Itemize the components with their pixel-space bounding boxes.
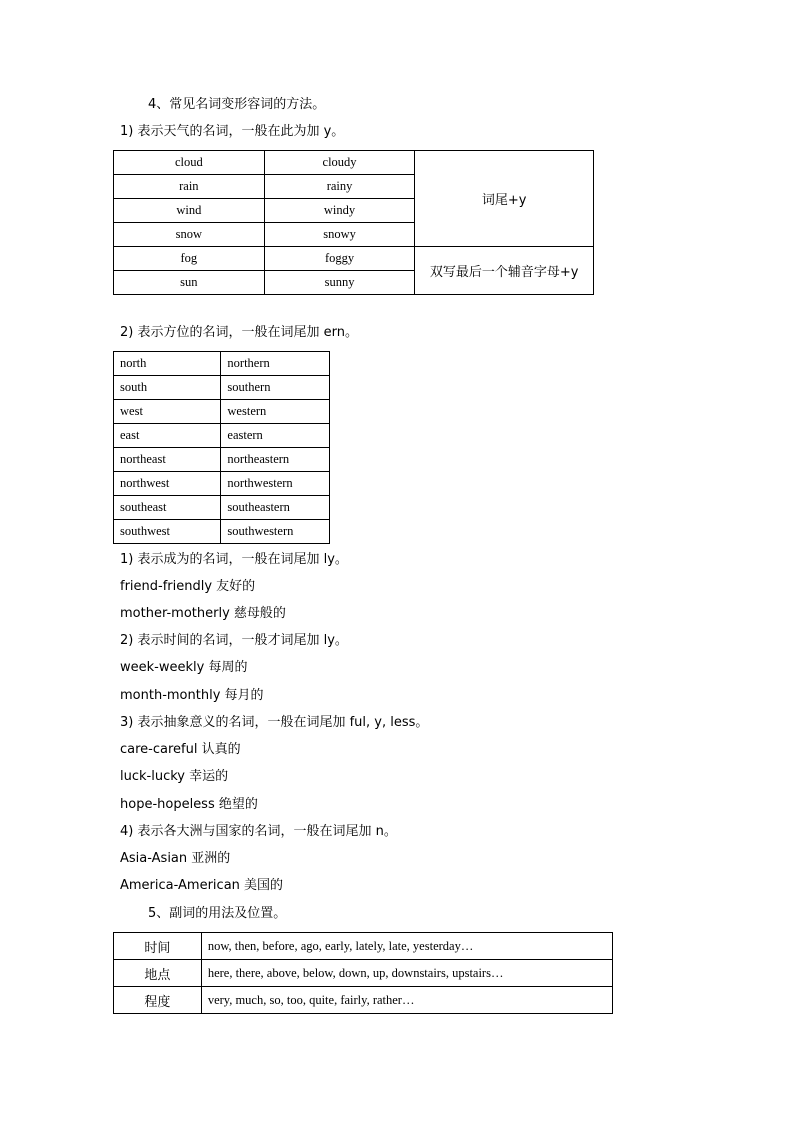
table-cell: west — [114, 400, 221, 424]
list-item: 2) 表示时间的名词，一般才词尾加 ly。 — [120, 633, 348, 648]
list-item: mother-motherly 慈母般的 — [120, 606, 286, 621]
table-cell: northeast — [114, 448, 221, 472]
row-content: now, then, before, ago, early, lately, late, yesterday… — [201, 933, 612, 960]
table-cell: cloud — [114, 151, 265, 175]
table-cell: southeastern — [221, 496, 330, 520]
table-cell: northern — [221, 352, 330, 376]
list-item: friend-friendly 友好的 — [120, 579, 256, 594]
table-row — [114, 960, 613, 987]
table-row — [114, 520, 330, 544]
table-cell: snowy — [264, 223, 415, 247]
list-item: care-careful 认真的 — [120, 742, 241, 757]
row-label: 程度 — [114, 987, 202, 1014]
table-row — [114, 448, 330, 472]
weather-rule-heading: 1) 表示天气的名词，一般在此为加 y。 — [120, 124, 345, 139]
table-row — [114, 247, 594, 271]
table-cell: north — [114, 352, 221, 376]
table-row — [114, 376, 330, 400]
table-cell: southwest — [114, 520, 221, 544]
table-row — [114, 933, 613, 960]
table-cell: southern — [221, 376, 330, 400]
list-item: 4) 表示各大洲与国家的名词，一般在词尾加 n。 — [120, 824, 397, 839]
list-item: luck-lucky 幸运的 — [120, 769, 229, 784]
list-item: month-monthly 每月的 — [120, 688, 264, 703]
table-cell: east — [114, 424, 221, 448]
row-label: 时间 — [114, 933, 202, 960]
table-row — [114, 424, 330, 448]
weather-table — [113, 150, 594, 295]
table-cell: windy — [264, 199, 415, 223]
table-cell: fog — [114, 247, 265, 271]
table-cell: sunny — [264, 271, 415, 295]
row-content: very, much, so, too, quite, fairly, rather… — [201, 987, 612, 1014]
table-cell: northwestern — [221, 472, 330, 496]
table-row — [114, 400, 330, 424]
direction-rule-heading: 2) 表示方位的名词，一般在词尾加 ern。 — [120, 325, 358, 340]
table-cell: rainy — [264, 175, 415, 199]
list-item: hope-hopeless 绝望的 — [120, 797, 258, 812]
table-row — [114, 987, 613, 1014]
table-cell: cloudy — [264, 151, 415, 175]
table-cell: foggy — [264, 247, 415, 271]
section-4-heading: 4、常见名词变形容词的方法。 — [148, 97, 326, 112]
table-row — [114, 352, 330, 376]
row-content: here, there, above, below, down, up, downstairs, upstairs… — [201, 960, 612, 987]
rule-cell: 双写最后一个辅音字母+y — [415, 247, 594, 295]
table-cell: sun — [114, 271, 265, 295]
table-cell: northwest — [114, 472, 221, 496]
list-item: America-American 美国的 — [120, 878, 284, 893]
list-item: 3) 表示抽象意义的名词，一般在词尾加 ful, y, less。 — [120, 715, 429, 730]
row-label: 地点 — [114, 960, 202, 987]
table-cell: eastern — [221, 424, 330, 448]
table-cell: western — [221, 400, 330, 424]
adverb-table — [113, 932, 613, 1014]
list-item: week-weekly 每周的 — [120, 660, 248, 675]
table-cell: south — [114, 376, 221, 400]
table-cell: rain — [114, 175, 265, 199]
table-cell: southwestern — [221, 520, 330, 544]
table-cell: southeast — [114, 496, 221, 520]
table-cell: northeastern — [221, 448, 330, 472]
table-row — [114, 151, 594, 175]
table-cell: snow — [114, 223, 265, 247]
direction-table — [113, 351, 330, 544]
rule-cell: 词尾+y — [415, 151, 594, 247]
table-row — [114, 496, 330, 520]
table-row — [114, 472, 330, 496]
table-cell: wind — [114, 199, 265, 223]
list-item: 1) 表示成为的名词，一般在词尾加 ly。 — [120, 552, 348, 567]
section-5-heading: 5、副词的用法及位置。 — [148, 906, 287, 921]
list-item: Asia-Asian 亚洲的 — [120, 851, 231, 866]
